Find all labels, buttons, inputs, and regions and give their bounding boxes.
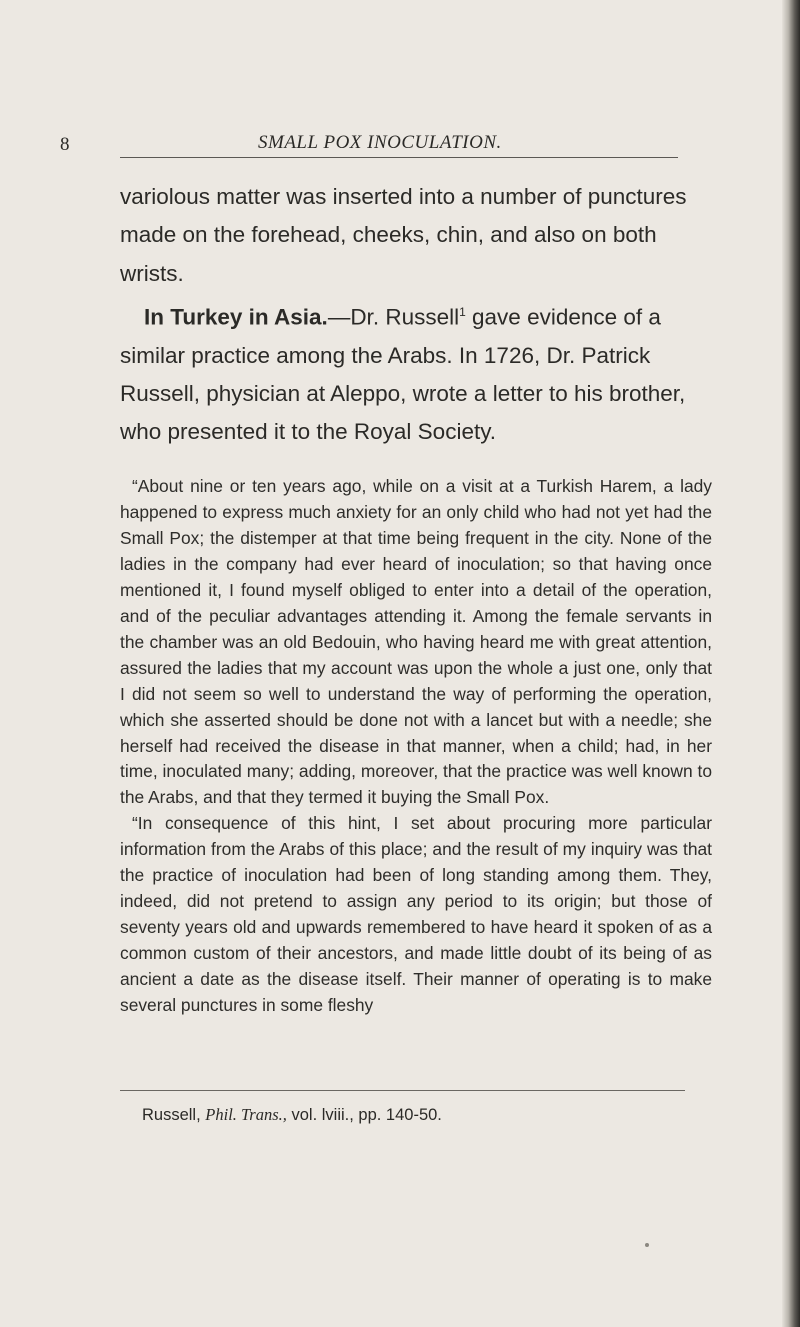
footnote	[142, 1105, 442, 1125]
footnote-author: Russell,	[142, 1106, 201, 1124]
footnote-ref: 1	[459, 305, 466, 319]
quotation-paragraph-2: “In consequence of this hint, I set about procuring more particular information from the Arabs of this place; and the result of my inquiry was that the practice of inoculation had been of long standing among them. They, indeed, did not pretend to assign any period to its origin; but those of seventy years old and upwards remembered to have heard it spoken of as a common custom of their ancestors, and made little doubt of its being of as ancient a date as the disease itself. Their manner of operating is to make several punctures in some fleshy	[120, 813, 712, 1015]
paragraph-intro: variolous matter was inserted into a number of punctures made on the forehead, cheeks, chin, and also on both wrists.	[120, 184, 687, 286]
paragraph-text: —Dr. Russell	[327, 304, 460, 330]
footnote-reference: vol. lviii., pp. 140-50.	[291, 1106, 442, 1124]
paragraph-text: gave evidence of a similar practice among the Arabs. In 1726, Dr. Patrick Russell, physician at Aleppo, wrote a letter to his brother, who presented it to the Royal Society.	[120, 304, 686, 445]
footnote-journal: Phil. Trans.,	[205, 1105, 287, 1124]
paragraph-turkey	[120, 293, 712, 452]
footnote-rule	[120, 1090, 685, 1091]
section-lead: In Turkey in Asia.	[144, 304, 328, 330]
page-edge-shadow	[782, 0, 800, 1327]
page-header	[60, 128, 700, 158]
quotation-paragraph-1: “About nine or ten years ago, while on a visit at a Turkish Harem, a lady happened to express much anxiety for an only child who had not yet had the Small Pox; the distemper at that time being frequent in the city. None of the ladies in the company had ever heard of inoculation; so that having once mentioned it, I found myself obliged to enter into a detail of the operation, and of the peculiar advantages attending it. Among the female servants in the chamber was an old Bedouin, who having heard me with great attention, assured the ladies that my account was upon the whole a just one, only that I did not seem so well to understand the way of performing the operation, which she asserted should be done not with a lancet but with a needle; she herself had received the disease in that manner, when a child; had, in her time, inoculated many; adding, moreover, that the practice was well known to the Arabs, and that they termed it buying the Small Pox.	[120, 476, 712, 808]
running-title: SMALL POX INOCULATION.	[258, 132, 502, 153]
paper-speck	[645, 1243, 649, 1247]
page-number: 8	[60, 134, 70, 155]
header-rule	[120, 157, 678, 158]
